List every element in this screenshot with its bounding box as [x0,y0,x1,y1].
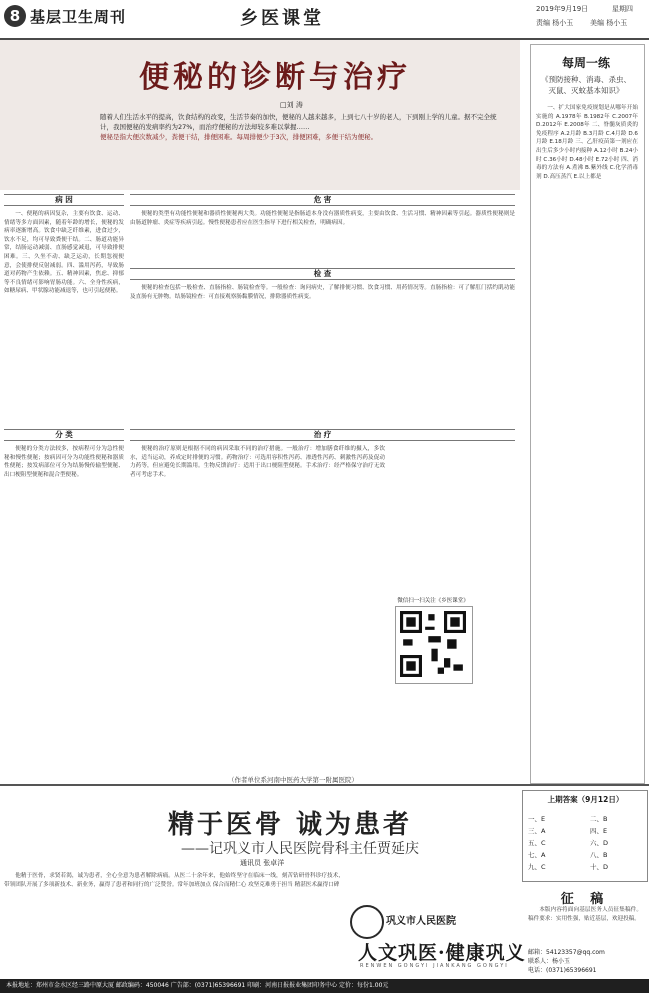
issue-date: 2019年9月19日 [536,5,589,13]
answer-item: 三、A [528,827,546,835]
text-weihai: 便秘的类型有功能性便秘和器质性便秘两大类。功能性便秘是指肠道本身没有器质性病变，主要由饮食、生活习惯、精神因素等引起。器质性便秘则是由肠道肿瘤、炎症等疾病引起。慢性便秘患者应在医生指导下进行相关检查，明确病因。 [130,211,515,226]
editor: 责编 杨小玉 [536,19,574,27]
article-title: 便秘的诊断与治疗 [139,60,411,95]
story-byline: 通讯员 张卓洋 [240,859,285,867]
section-head-bingyin: 病 因 [4,194,124,206]
notice-phone: 电话：(0371)65396691 [528,967,597,974]
hospital-name: 巩义市人民医院 [386,916,456,927]
notice-contact: 联系人：杨小玉 [528,958,571,965]
section-head-zhiliao: 治 疗 [130,429,515,441]
ad-pinyin: RENWEN GONGYI JIANKANG GONGYI [360,963,509,969]
answer-item: 八、B [590,851,608,859]
story-title: 精于医骨 诚为患者 [167,810,413,840]
notice-title: 征 稿 [560,892,610,907]
section-head-weihai: 危 害 [130,194,515,206]
answer-item: 七、A [528,851,546,859]
story-subtitle: ——记巩义市人民医院骨科主任贾延庆 [181,841,419,857]
hospital-logo-icon [350,905,384,939]
text-zhiliao: 便秘的治疗原则是根据不同的病因采取不同的治疗措施。一般治疗：增加膳食纤维的摄入，多饮水，适当运动，养成定时排便的习惯。药物治疗：可选用容积性泻药、渗透性泻药、刺激性泻药及促动力药等，但应避免长期滥用。生物反馈治疗：适用于出口梗阻型便秘。手术治疗：经严格保守治疗无效者可考虑手术。 [130,446,385,478]
lead-paragraph: 随着人们生活水平的提高，饮食结构的改变，生活节奏的加快，便秘的人越来越多，上到七八十岁的老人，下到刚上学的儿童。据不完全统计，我国便秘的发病率约为27%，而治疗便秘的方法却较多难以掌握…… [100,113,497,131]
answer-item: 六、D [590,839,609,847]
sidebar-title: 每周一练 [561,56,610,70]
text-fenlei: 便秘的分类方法较多，按病程可分为急性便秘和慢性便秘；按病因可分为功能性便秘和器质性便秘；按发病部位可分为结肠慢传输型便秘、出口梗阻型便秘和混合型便秘。 [4,446,124,478]
notice-email[interactable]: 邮箱：54123357@qq.com [528,949,605,956]
sidebar-body: 一、扩大国家免疫规划是从哪年开始实施的 A.1978年 B.1982年 C.2007年 D.2012年 E.2008年 二、脊髓灰质炎的免疫程序 A.2月龄 B.3月龄 C.4月龄 D.6月龄 E.18月龄 三、乙肝疫苗第一剂应在出生后多少小时内接种 A.12小时 B.24小时 C.36小时 D.48小时 E.72小时 四、消毒的方法有 A.煮沸 B.紫外线 C.化学消毒剂 D.高压蒸汽 E.以上都是 [536,105,638,180]
ad-slogan: 人文巩医·健康巩义 [358,942,526,964]
section-name: 基层卫生周刊 [30,8,127,26]
issue-weekday: 星期四 [612,5,633,13]
divider [0,784,649,786]
lead-highlight: 便秘是指大便次数减少，粪便干结，排便困难。每周排便少于3次，排便困难，多便干结为便秘。 [100,133,378,141]
text-jiancha: 便秘的检查包括一般检查、直肠指检、肠镜检查等。一般检查：询问病史，了解排便习惯、饮食习惯、用药情况等。直肠指检：可了解肛门括约肌功能及直肠有无肿物。结肠镜检查：可直接观察肠黏膜情况，排除器质性病变。 [130,285,515,300]
footer-bar: 本报地址：郑州市金水区经三路中原大厦 邮政编码：450046 广告部：(0371)65396691 印刷：河南日报报业集团印务中心 定价：每份1.00元 [0,979,649,993]
column-name: 乡医课堂 [240,8,324,29]
answer-item: 四、E [590,827,608,835]
qr-caption: 微信扫一扫关注《乡医课堂》 [397,598,469,604]
answer-item: 五、C [528,839,546,847]
qr-pattern-icon [400,611,466,677]
story-body: 他精于医骨，求贤若渴，诚为患者，全心全意为患者解除病痛。从医二十余年来，他始终坚守在临床一线，刻苦钻研骨科诊疗技术，带领团队开展了多项新技术、新业务，赢得了患者和同行的广泛赞誉。常年加班加点 保合而精仁心 攻坚克难勇于担当 精湛医术赢得口碑 [4,873,344,888]
answer-item: 一、E [528,815,546,823]
page-number: 8 [4,5,26,27]
answers-title: 上期答案（9月12日） [547,795,624,804]
text-bingyin: 一、便秘的病因复杂，主要有饮食、运动、情绪等多方面因素，随着年龄的增长，便秘的发病率逐渐增高。饮食中缺乏纤维素，进食过少，饮水不足，均可导致粪便干结。二、肠道功能异常，结肠运动减弱、直肠感觉减退，可导致排便困难。三、久坐不动、缺乏运动，长期忽视便意，会使排便反射减弱。四、滥用泻药，导致肠道对药物产生依赖。五、精神因素，焦虑、抑郁等不良情绪可影响胃肠功能。六、全身性疾病，如糖尿病、甲状腺功能减退等，也可引起便秘。 [4,211,124,295]
answer-item: 九、C [528,863,546,871]
notice-body: 本版内容将面向基层医务人员征集稿件。稿件要求：实用性强，贴近基层，欢迎投稿。 [528,907,642,922]
author-affiliation: （作者单位系河南中医药大学第一附属医院） [228,776,358,784]
article-lead [100,112,508,142]
answer-item: 十、D [590,863,609,871]
art-editor: 美编 杨小玉 [590,19,628,27]
answer-item: 二、B [590,815,608,823]
article-author: □刘 涛 [280,101,303,109]
section-head-jiancha: 检 查 [130,268,515,280]
section-head-fenlei: 分 类 [4,429,124,441]
sidebar-subtitle: 《预防接种、消毒、杀虫、灭鼠、灭蚊基本知识》 [541,75,631,95]
